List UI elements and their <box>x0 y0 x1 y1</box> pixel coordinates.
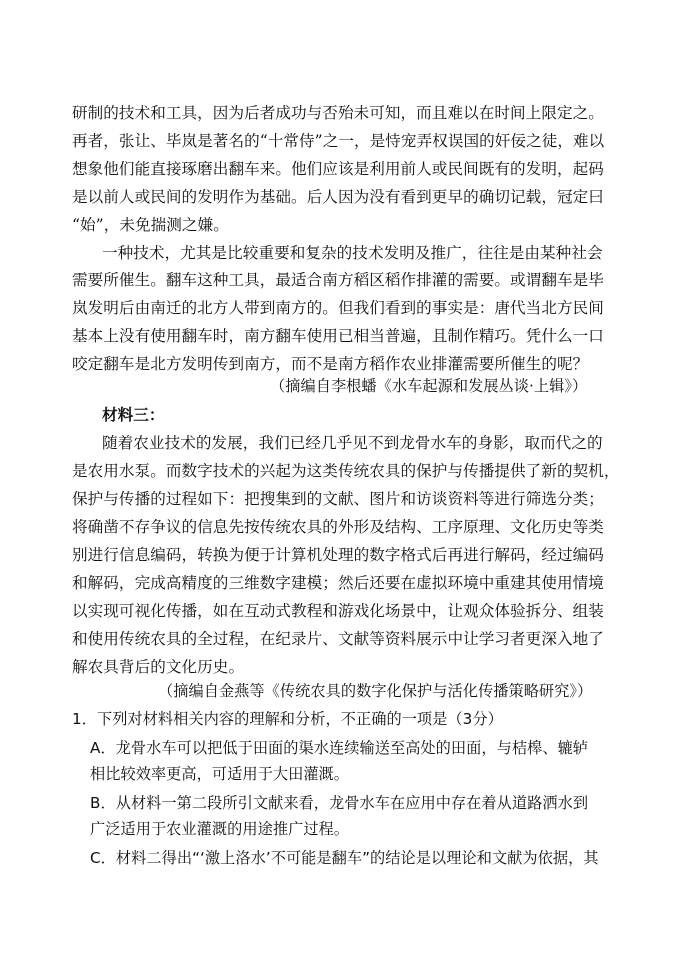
option-b: B．从材料一第二段所引文献来看，龙骨水车在应用中存在着从道路洒水到 <box>90 794 589 812</box>
text-line: 将确凿不存争议的信息先按传统农具的外形及结构、工序原理、文化历史等类 <box>72 518 604 536</box>
text-line: 和使用传统农具的全过程，在纪录片、文献等资料展示中让学习者更深入地了 <box>72 630 604 648</box>
option-a: A．龙骨水车可以把低于田面的渠水连续输送至高处的田面，与桔槔、辘轳 <box>90 739 589 757</box>
section-heading: 材料三： <box>102 405 165 424</box>
text-line: 研制的技术和工具，因为后者成功与否殆未可知，而且难以在时间上限定之。 <box>72 104 604 122</box>
text-line: 以实现可视化传播，如在互动式教程和游戏化场景中，让观众体验拆分、组装 <box>72 602 604 620</box>
text-line: 想象他们能直接琢磨出翻车来。他们应该是利用前人或民间既有的发明，起码 <box>72 160 604 178</box>
text-line: 咬定翻车是北方发明传到南方，而不是南方稻作农业排灌需要所催生的呢？ <box>72 355 589 373</box>
text-line: 和解码，完成高精度的三维数字建模；然后还要在虚拟环境中重建其使用情境 <box>72 574 604 592</box>
option-b-cont: 广泛适用于农业灌溉的用途推广过程。 <box>90 820 350 838</box>
question-stem: 1．下列对材料相关内容的理解和分析，不正确的一项是（3分） <box>72 710 503 728</box>
option-c: C．材料二得出“‘激上洛水’不可能是翻车”的结论是以理论和文献为依据，其 <box>90 849 599 867</box>
text-line: 别进行信息编码，转换为便于计算机处理的数字格式后再进行解码，经过编码 <box>72 546 604 564</box>
text-line: 保护与传播的过程如下：把搜集到的文献、图片和访谈资料等进行筛选分类； <box>72 490 604 508</box>
text-line: 再者，张让、毕岚是著名的“十常侍”之一，是恃宠弄权误国的奸佞之徒，难以 <box>72 132 605 150</box>
source-citation: （摘编自李根蟠《水车起源和发展丛谈·上辑》） <box>270 377 588 395</box>
text-line: 是农用水泵。而数字技术的兴起为这类传统农具的保护与传播提供了新的契机， <box>72 462 620 480</box>
option-a-cont: 相比较效率更高，可适用于大田灌溉。 <box>90 765 350 783</box>
source-citation: （摘编自金燕等《传统农具的数字化保护与活化传播策略研究》） <box>158 682 593 700</box>
text-line: 随着农业技术的发展，我们已经几乎见不到龙骨水车的身影，取而代之的 <box>102 434 603 452</box>
text-line: 岚发明后由南迁的北方人带到南方的。但我们看到的事实是：唐代当北方民间 <box>72 299 604 317</box>
text-line: 解农具背后的文化历史。 <box>72 658 245 676</box>
text-line: “始”，未免揣测之嫌。 <box>72 216 229 234</box>
text-line: 一种技术，尤其是比较重要和复杂的技术发明及推广，往往是由某种社会 <box>102 244 603 262</box>
text-line: 需要所催生。翻车这种工具，最适合南方稻区稻作排灌的需要。或谓翻车是毕 <box>72 271 604 289</box>
text-line: 基本上没有使用翻车时，南方翻车使用已相当普遍，且制作精巧。凭什么一口 <box>72 327 604 345</box>
text-line: 是以前人或民间的发明作为基础。后人因为没有看到更早的确切记载，冠定曰 <box>72 188 604 206</box>
